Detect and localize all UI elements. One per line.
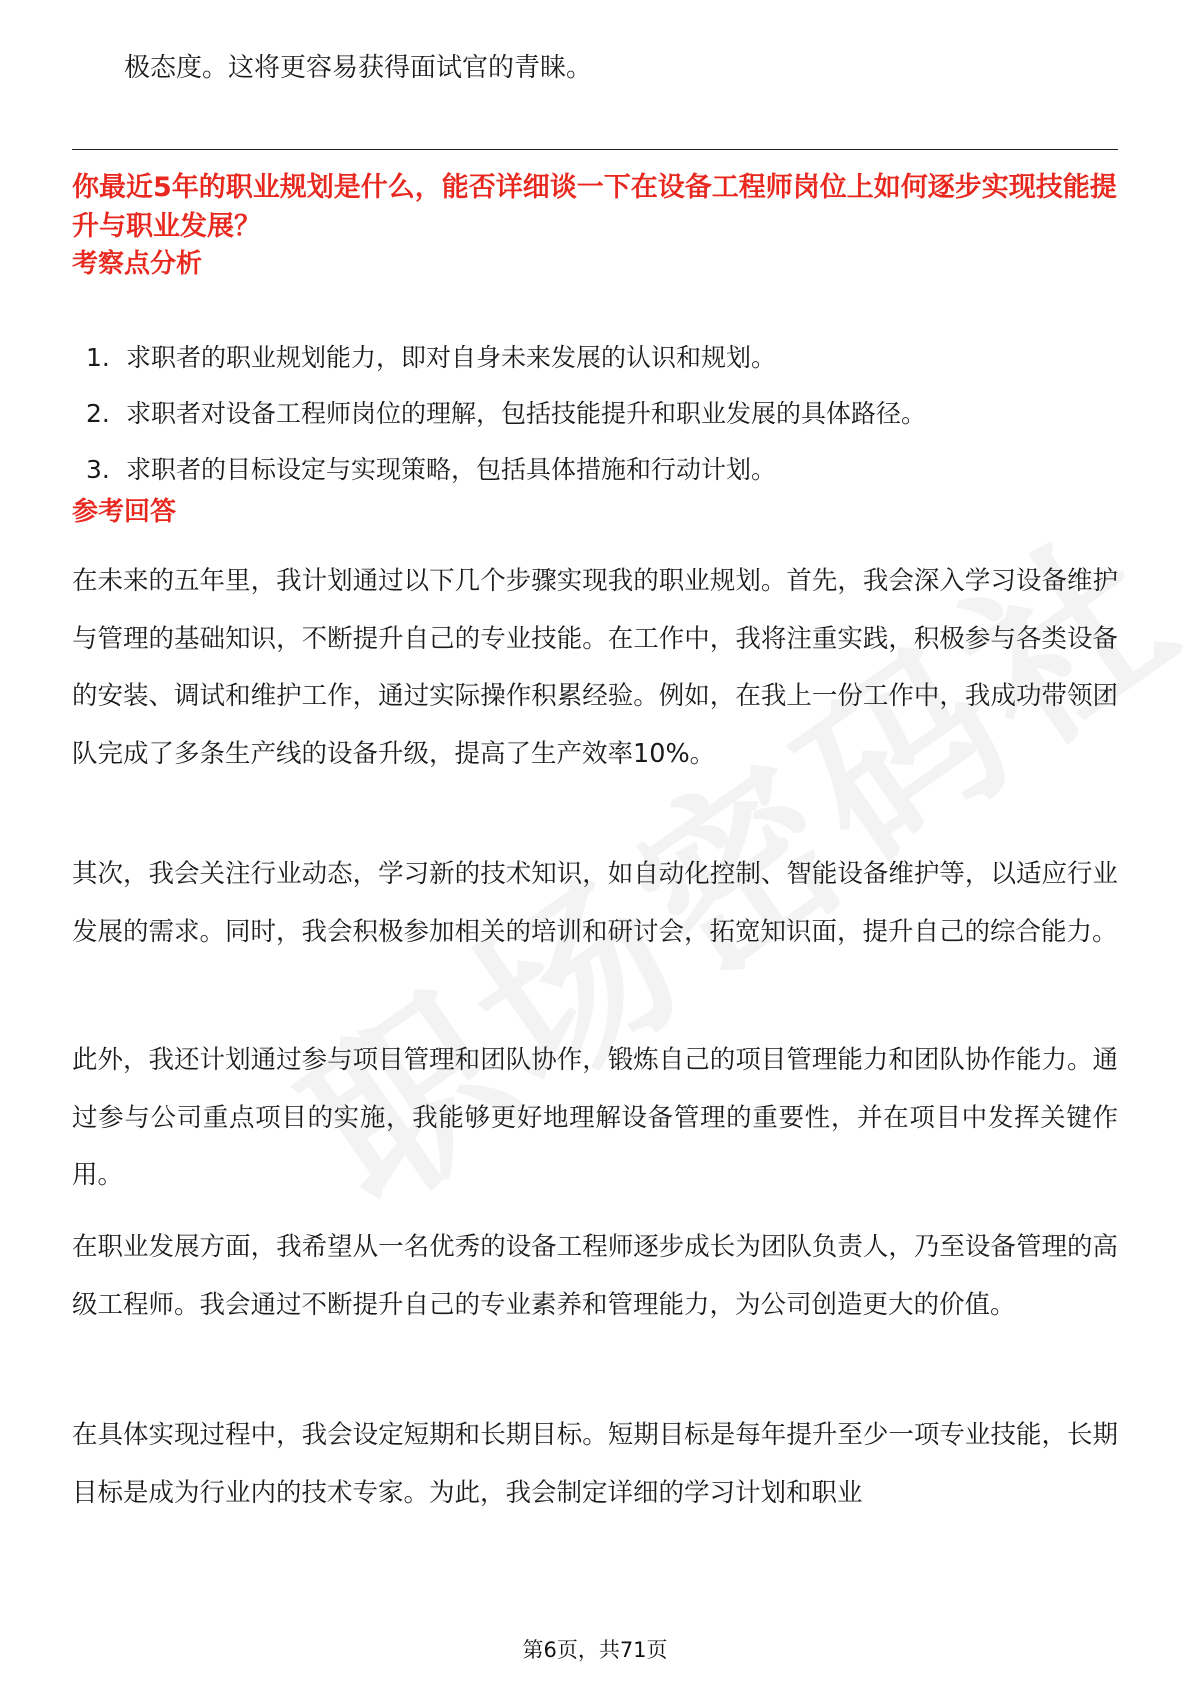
- analysis-points: [72, 340, 1118, 508]
- page-number: 第6页，共71页: [522, 1638, 668, 1662]
- answer-paragraph: 此外，我还计划通过参与项目管理和团队协作，锻炼自己的项目管理能力和团队协作能力。通过参与公司重点项目的实施，我能够更好地理解设备管理的重要性，并在项目中发挥关键作用。: [72, 1045, 1118, 1190]
- list-text: 求职者的职业规划能力，即对自身未来发展的认识和规划。: [126, 343, 777, 372]
- answer-paragraph: 在职业发展方面，我希望从一名优秀的设备工程师逐步成长为团队负责人，乃至设备管理的高级工程师。我会通过不断提升自己的专业素养和管理能力，为公司创造更大的价值。: [72, 1232, 1118, 1320]
- divider: [72, 149, 1118, 150]
- answer-paragraph: 在具体实现过程中，我会设定短期和长期目标。短期目标是每年提升至少一项专业技能，长期目标是成为行业内的技术专家。为此，我会制定详细的学习计划和职业: [72, 1420, 1118, 1508]
- continued-text: 极态度。这将更容易获得面试官的青睐。: [124, 53, 593, 83]
- list-item: [72, 396, 1118, 452]
- answer-paragraph: 在未来的五年里，我计划通过以下几个步骤实现我的职业规划。首先，我会深入学习设备维护与管理的基础知识，不断提升自己的专业技能。在工作中，我将注重实践，积极参与各类设备的安装、调试和维护工作，通过实际操作积累经验。例如，在我上一份工作中，我成功带领团队完成了多条生产线的设备升级，提高了生产效率10%。: [72, 566, 1118, 769]
- question-heading: 你最近5年的职业规划是什么，能否详细谈一下在设备工程师岗位上如何逐步实现技能提升与职业发展？: [72, 172, 1117, 242]
- list-number: 3.: [86, 455, 110, 484]
- list-item: [72, 340, 1118, 396]
- list-text: 求职者的目标设定与实现策略，包括具体措施和行动计划。: [126, 455, 777, 484]
- list-number: 2.: [86, 399, 110, 428]
- answer-title: 参考回答: [72, 497, 177, 527]
- list-number: 1.: [86, 343, 110, 372]
- list-text: 求职者对设备工程师岗位的理解，包括技能提升和职业发展的具体路径。: [126, 399, 927, 428]
- analysis-title: 考察点分析: [72, 249, 203, 279]
- list-item: [72, 452, 1118, 508]
- answer-paragraph: 其次，我会关注行业动态，学习新的技术知识，如自动化控制、智能设备维护等，以适应行业发展的需求。同时，我会积极参加相关的培训和研讨会，拓宽知识面，提升自己的综合能力。: [72, 859, 1118, 947]
